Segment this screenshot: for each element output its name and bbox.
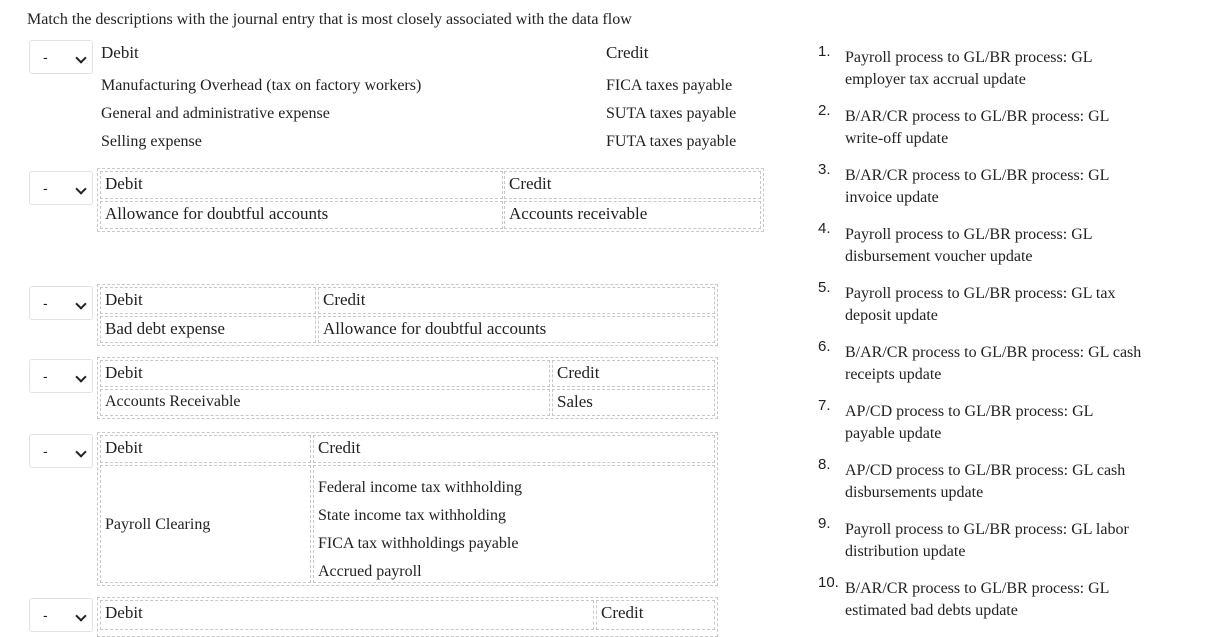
answer-number: 10. [818, 574, 839, 591]
answer-number: 4. [818, 220, 831, 237]
answer-text: B/AR/CR process to GL/BR process: GL cash receipts update [845, 344, 1142, 383]
answer-text: B/AR/CR process to GL/BR process: GL estimated bad debts update [845, 580, 1109, 619]
answer-number: 8. [818, 456, 831, 473]
credit-header: Credit [606, 43, 649, 62]
match-select-6[interactable] [29, 598, 93, 632]
journal-entry-table [97, 357, 718, 419]
answer-text: Payroll process to GL/BR process: GL labor distribution update [845, 521, 1129, 560]
credit-account: State income tax withholding [318, 507, 506, 524]
journal-entry-table [97, 168, 764, 232]
credit-account: FUTA taxes payable [606, 133, 737, 150]
credit-header: Credit [504, 171, 761, 199]
select-value: - [43, 443, 48, 459]
debit-account: General and administrative expense [101, 105, 330, 122]
debit-account: Payroll Clearing [100, 465, 311, 583]
answer-text: B/AR/CR process to GL/BR process: GL invoice update [845, 167, 1109, 206]
credit-account: SUTA taxes payable [606, 105, 737, 122]
debit-header: Debit [100, 435, 311, 463]
credit-account: Sales [552, 389, 715, 416]
answer-number: 9. [818, 515, 831, 532]
journal-entry-table [97, 597, 718, 637]
debit-header: Debit [100, 360, 550, 387]
chevron-down-icon [75, 371, 86, 382]
debit-account: Manufacturing Overhead (tax on factory workers) [101, 77, 422, 94]
credit-account: Federal income tax withholding [318, 479, 522, 496]
debit-header: Debit [100, 600, 594, 630]
answer-text: Payroll process to GL/BR process: GL employer tax accrual update [845, 49, 1092, 88]
chevron-down-icon [75, 183, 86, 194]
journal-entry-table [97, 432, 718, 586]
credit-accounts [313, 465, 715, 583]
answer-text: AP/CD process to GL/BR process: GL payable update [845, 403, 1093, 442]
match-select-5[interactable] [29, 434, 93, 468]
credit-header: Credit [596, 600, 715, 630]
select-value: - [43, 180, 48, 196]
answer-text: AP/CD process to GL/BR process: GL cash disbursements update [845, 462, 1126, 501]
credit-header: Credit [318, 287, 715, 314]
credit-header: Credit [313, 435, 715, 463]
answer-number: 6. [818, 338, 831, 355]
credit-account: Accrued payroll [318, 563, 422, 580]
debit-account: Accounts Receivable [100, 389, 550, 416]
answer-number: 1. [818, 43, 831, 60]
select-value: - [43, 295, 48, 311]
select-value: - [43, 368, 48, 384]
debit-account: Allowance for doubtful accounts [100, 201, 503, 229]
answer-number: 2. [818, 102, 831, 119]
debit-header: Debit [100, 171, 503, 199]
answer-number: 5. [818, 279, 831, 296]
match-select-4[interactable] [29, 359, 93, 393]
journal-entry-table [97, 284, 718, 346]
select-value: - [43, 607, 48, 623]
answer-text: B/AR/CR process to GL/BR process: GL write-off update [845, 108, 1109, 147]
credit-account: FICA tax withholdings payable [318, 535, 519, 552]
credit-account: Accounts receivable [504, 201, 761, 229]
select-value: - [43, 49, 48, 65]
match-select-2[interactable] [29, 171, 93, 205]
credit-account: FICA taxes payable [606, 77, 733, 94]
answer-text: Payroll process to GL/BR process: GL tax deposit update [845, 285, 1116, 324]
debit-header: Debit [100, 287, 316, 314]
debit-header: Debit [101, 43, 139, 62]
question-prompt: Match the descriptions with the journal entry that is most closely associated with the data flow [27, 11, 632, 28]
credit-header: Credit [552, 360, 715, 387]
chevron-down-icon [75, 52, 86, 63]
match-select-3[interactable] [29, 286, 93, 320]
chevron-down-icon [75, 298, 86, 309]
credit-account: Allowance for doubtful accounts [318, 316, 715, 343]
answer-number: 3. [818, 161, 831, 178]
debit-account: Bad debt expense [100, 316, 316, 343]
match-select-1[interactable] [29, 40, 93, 74]
chevron-down-icon [75, 446, 86, 457]
debit-account: Selling expense [101, 133, 202, 150]
answer-number: 7. [818, 397, 831, 414]
answer-text: Payroll process to GL/BR process: GL disbursement voucher update [845, 226, 1092, 265]
